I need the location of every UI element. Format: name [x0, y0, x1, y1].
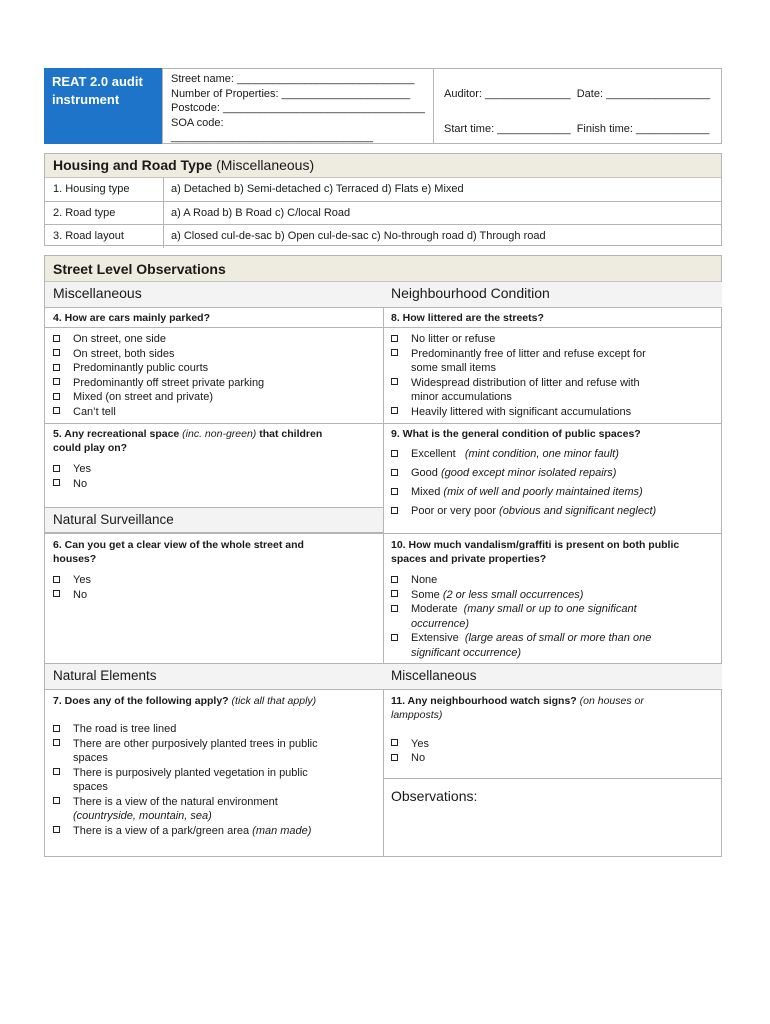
q9-question: 9. What is the general condition of public spaces? — [391, 428, 641, 440]
q6-option[interactable] — [53, 573, 91, 588]
neighbourhood-heading: Neighbourhood Condition — [383, 282, 722, 308]
housing-row[interactable] — [45, 225, 721, 248]
q10-option-label: None — [411, 574, 438, 586]
checkbox-icon[interactable] — [391, 605, 398, 612]
q11-question-italic: (on houses or — [576, 695, 644, 707]
q5-option-label: No — [73, 477, 88, 490]
brand-title-line1: REAT 2.0 audit — [52, 74, 143, 89]
number-of-properties-field[interactable]: Number of Properties: _____________________ — [171, 87, 411, 100]
checkbox-icon[interactable] — [53, 364, 60, 371]
checkbox-icon[interactable] — [53, 378, 60, 385]
q6-question — [53, 538, 304, 566]
q9-option-note: (mint condition, one minor fault) — [464, 448, 619, 460]
q4-option[interactable] — [53, 390, 213, 405]
housing-row-value: a) Closed cul-de-sac b) Open cul-de-sac c) No-through road d) Through road — [171, 230, 546, 242]
q4-option-label: On street, one side — [73, 333, 166, 345]
checkbox-icon[interactable] — [391, 488, 398, 495]
q7-option-label: The road is tree lined — [73, 723, 177, 735]
checkbox-icon[interactable] — [53, 465, 60, 472]
q4-option[interactable] — [53, 332, 166, 347]
q5-option[interactable] — [53, 462, 91, 477]
q8-question: 8. How littered are the streets? — [391, 312, 544, 324]
q5-question-line2: could play on? — [53, 442, 128, 454]
q5-option[interactable] — [53, 477, 87, 492]
checkbox-icon[interactable] — [53, 349, 60, 356]
misc2-heading: Miscellaneous — [383, 664, 722, 690]
checkbox-icon[interactable] — [391, 590, 398, 597]
q4-option-label: Predominantly off street private parking — [73, 376, 265, 389]
checkbox-icon[interactable] — [53, 797, 60, 804]
checkbox-icon[interactable] — [391, 450, 398, 457]
q9-option-note: (mix of well and poorly maintained items) — [443, 486, 643, 498]
postcode-field[interactable]: Postcode: _________________________________ — [171, 102, 425, 114]
checkbox-icon[interactable] — [391, 754, 398, 761]
q11-option[interactable] — [391, 737, 429, 752]
start-finish-time-field[interactable]: Start time: ____________ Finish time: ____________ — [444, 123, 710, 135]
q7-option[interactable] — [53, 795, 278, 824]
housing-road-section — [44, 153, 722, 246]
checkbox-icon[interactable] — [391, 378, 398, 385]
q11-question-line2: lampposts) — [391, 709, 443, 721]
q8-option-label: No litter or refuse — [411, 333, 496, 345]
q7-option-label: There are other purposively planted trees in public — [73, 737, 318, 750]
q4-option[interactable] — [53, 376, 264, 391]
checkbox-icon[interactable] — [391, 739, 398, 746]
q5-question-bold: 5. Any recreational space — [53, 428, 180, 440]
checkbox-icon[interactable] — [391, 349, 398, 356]
q7-option-label: There is a view of the natural environment — [73, 795, 278, 808]
q10-option[interactable] — [391, 573, 437, 588]
q4-option-label: On street, both sides — [73, 347, 175, 360]
checkbox-icon[interactable] — [53, 576, 60, 583]
q10-question-line1: 10. How much vandalism/graffiti is present on both public — [391, 539, 680, 551]
checkbox-icon[interactable] — [53, 768, 60, 775]
checkbox-icon[interactable] — [391, 469, 398, 476]
q5-question-italic: (inc. non-green) — [179, 428, 257, 440]
q9-option-note: (good except minor isolated repairs) — [440, 467, 617, 479]
q9-option-label: Good — [411, 467, 438, 479]
q10-question-line2: spaces and private properties? — [391, 553, 547, 565]
q7-option-label-cont: (countryside, mountain, sea) — [73, 810, 212, 822]
checkbox-icon[interactable] — [53, 393, 60, 400]
q4-option[interactable] — [53, 347, 175, 362]
q7-option-label-cont: spaces — [73, 752, 108, 764]
checkbox-icon[interactable] — [53, 826, 60, 833]
q9-option-note: (obvious and significant neglect) — [499, 505, 657, 517]
q11-option[interactable] — [391, 751, 425, 766]
checkbox-icon[interactable] — [53, 407, 60, 414]
checkbox-icon[interactable] — [391, 335, 398, 342]
q7-option[interactable] — [53, 722, 176, 737]
checkbox-icon[interactable] — [53, 479, 60, 486]
q9-option[interactable] — [391, 504, 656, 519]
checkbox-icon[interactable] — [53, 739, 60, 746]
q5-question-rest: that children — [256, 428, 323, 440]
q5-option-label: Yes — [73, 463, 91, 475]
q7-question-italic: (tick all that apply) — [228, 695, 317, 707]
q6-option-label: No — [73, 588, 88, 601]
q6-option-label: Yes — [73, 574, 91, 586]
q6-question-line2: houses? — [53, 553, 97, 565]
q10-option-label: Extensive — [411, 632, 459, 644]
q10-option-note: (many small or up to one significant — [463, 603, 637, 615]
housing-row-value: a) Detached b) Semi-detached c) Terraced d) Flats e) Mixed — [171, 183, 464, 195]
q11-question-bold: 11. Any neighbourhood watch signs? — [391, 695, 577, 707]
housing-title-rest: (Miscellaneous) — [212, 157, 315, 173]
auditor-block — [434, 68, 722, 144]
q7-option-label-cont: spaces — [73, 781, 108, 793]
q8-option-label: Heavily littered with significant accumulations — [411, 405, 632, 418]
q10-option-note: (2 or less small occurrences) — [442, 588, 584, 601]
q8-option-label-cont: minor accumulations — [411, 391, 512, 403]
checkbox-icon[interactable] — [391, 634, 398, 641]
housing-title-bold: Housing and Road Type — [53, 157, 213, 173]
checkbox-icon[interactable] — [53, 590, 60, 597]
q4-option[interactable] — [53, 361, 208, 376]
housing-row-key: 2. Road type — [53, 206, 116, 219]
checkbox-icon[interactable] — [53, 335, 60, 342]
street-level-section — [44, 255, 722, 857]
q7-option-note: (man made) — [252, 824, 312, 837]
brand-block — [44, 68, 162, 144]
q5-question — [53, 427, 373, 455]
housing-row-key: 1. Housing type — [53, 183, 130, 195]
natural-elements-heading: Natural Elements — [45, 664, 383, 690]
q10-question — [391, 538, 679, 566]
q9-option[interactable] — [391, 485, 643, 500]
q9-option[interactable] — [391, 447, 619, 462]
q8-option-label-cont: some small items — [411, 362, 496, 374]
q6-option[interactable] — [53, 588, 87, 603]
q8-option[interactable] — [391, 376, 640, 405]
q10-option-label: Some — [411, 588, 440, 601]
observations-label: Observations: — [391, 788, 478, 804]
brand-title-line2: instrument — [52, 92, 120, 107]
q7-option-label: There is a view of a park/green area — [73, 824, 250, 837]
q10-option[interactable] — [391, 588, 583, 603]
street-info-block — [162, 68, 434, 144]
q4-option[interactable] — [53, 405, 116, 420]
q8-option[interactable] — [391, 405, 631, 420]
q6-question-line1: 6. Can you get a clear view of the whole street and — [53, 539, 304, 551]
housing-section-heading — [45, 154, 721, 178]
observations-textarea[interactable] — [384, 811, 721, 856]
q10-option-note: (large areas of small or more than one — [464, 632, 652, 644]
housing-row[interactable] — [45, 178, 721, 202]
q4-option-label: Mixed (on street and private) — [73, 391, 214, 403]
q11-option-label: Yes — [411, 737, 429, 750]
q8-option-label: Predominantly free of litter and refuse except for — [411, 347, 646, 360]
housing-row-key: 3. Road layout — [53, 230, 124, 242]
street-title: Street Level Observations — [53, 261, 226, 277]
q11-option-label: No — [411, 752, 426, 764]
checkbox-icon[interactable] — [391, 576, 398, 583]
q11-question — [391, 694, 644, 722]
street-name-field[interactable]: Street name: _____________________________ — [171, 73, 415, 85]
street-section-heading — [45, 256, 721, 282]
q7-option[interactable] — [53, 766, 308, 795]
q7-option[interactable] — [53, 824, 311, 839]
q7-option-label: There is purposively planted vegetation in public — [73, 766, 308, 779]
q7-question-bold: 7. Does any of the following apply? — [53, 695, 229, 707]
checkbox-icon[interactable] — [391, 507, 398, 514]
q9-option-label: Excellent — [411, 448, 456, 460]
checkbox-icon[interactable] — [53, 725, 60, 732]
q9-option-label: Mixed — [411, 486, 441, 498]
q10-option[interactable] — [391, 602, 637, 631]
q10-option-label: Moderate — [411, 603, 458, 615]
q10-option[interactable] — [391, 631, 651, 660]
q10-option-note-cont: significant occurrence) — [411, 646, 522, 659]
soa-code-field[interactable]: SOA code: _________________________________ — [171, 116, 373, 143]
q8-option-label: Widespread distribution of litter and refuse with — [411, 376, 640, 389]
q4-option-label: Can’t tell — [73, 405, 116, 418]
housing-row[interactable] — [45, 202, 721, 226]
auditor-date-field[interactable]: Auditor: ______________ Date: _________________ — [444, 88, 711, 100]
natural-surveillance-heading: Natural Surveillance — [45, 508, 383, 533]
checkbox-icon[interactable] — [391, 407, 398, 414]
q7-option[interactable] — [53, 737, 318, 766]
q10-option-note-cont: occurrence) — [411, 617, 470, 630]
housing-row-value: a) A Road b) B Road c) C/local Road — [171, 206, 351, 219]
q7-question — [53, 694, 316, 708]
q9-option-label: Poor or very poor — [411, 505, 496, 517]
q4-question: 4. How are cars mainly parked? — [53, 312, 210, 324]
q9-option[interactable] — [391, 466, 616, 481]
q8-option[interactable] — [391, 332, 495, 347]
q4-option-label: Predominantly public courts — [73, 362, 209, 374]
q8-option[interactable] — [391, 347, 646, 376]
misc-heading: Miscellaneous — [45, 282, 383, 308]
